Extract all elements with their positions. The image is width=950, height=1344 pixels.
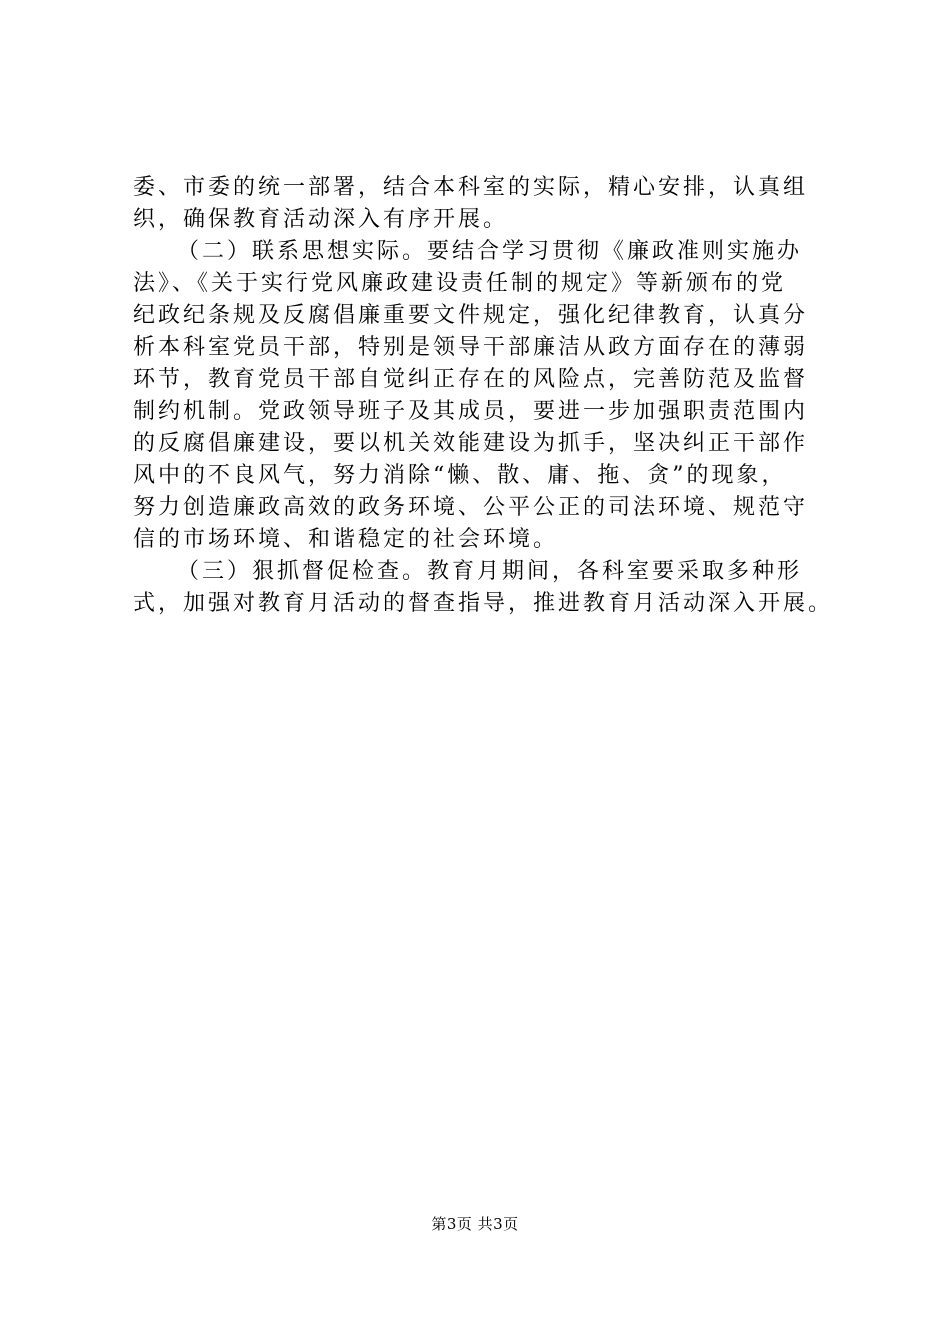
text-line: 法》、《关于实行党风廉政建设责任制的规定》等新颁布的党 [133, 271, 787, 296]
paragraph-section-2 [133, 236, 853, 556]
paragraph-continuation [133, 172, 853, 236]
page-footer: 第3页 共3页 [431, 1215, 519, 1233]
text-line: 析本科室党员干部，特别是领导干部廉洁从政方面存在的薄弱 [133, 335, 809, 360]
document-body [133, 172, 853, 620]
text-line: （三）狠抓督促检查。教育月期间，各科室要采取多种形 [177, 559, 803, 584]
text-line: 织，确保教育活动深入有序开展。 [133, 207, 509, 232]
text-line: 制约机制。党政领导班子及其成员，要进一步加强职责范围内 [133, 399, 809, 424]
text-line: 环节，教育党员干部自觉纠正存在的风险点，完善防范及监督 [133, 367, 809, 392]
text-line: （二）联系思想实际。要结合学习贯彻《廉政准则实施办 [177, 239, 803, 264]
paragraph-section-3 [133, 556, 853, 620]
text-line: 纪政纪条规及反腐倡廉重要文件规定，强化纪律教育，认真分 [133, 303, 809, 328]
text-line: 风中的不良风气，努力消除“懒、散、庸、拖、贪”的现象， [133, 463, 787, 488]
text-line: 努力创造廉政高效的政务环境、公平公正的司法环境、规范守 [133, 495, 809, 520]
text-line: 委、市委的统一部署，结合本科室的实际，精心安排，认真组 [133, 175, 809, 200]
text-line: 的反腐倡廉建设，要以机关效能建设为抓手，坚决纠正干部作 [133, 431, 809, 456]
text-line: 式，加强对教育月活动的督查指导，推进教育月活动深入开展。 [133, 591, 834, 616]
text-line: 信的市场环境、和谐稳定的社会环境。 [133, 527, 559, 552]
